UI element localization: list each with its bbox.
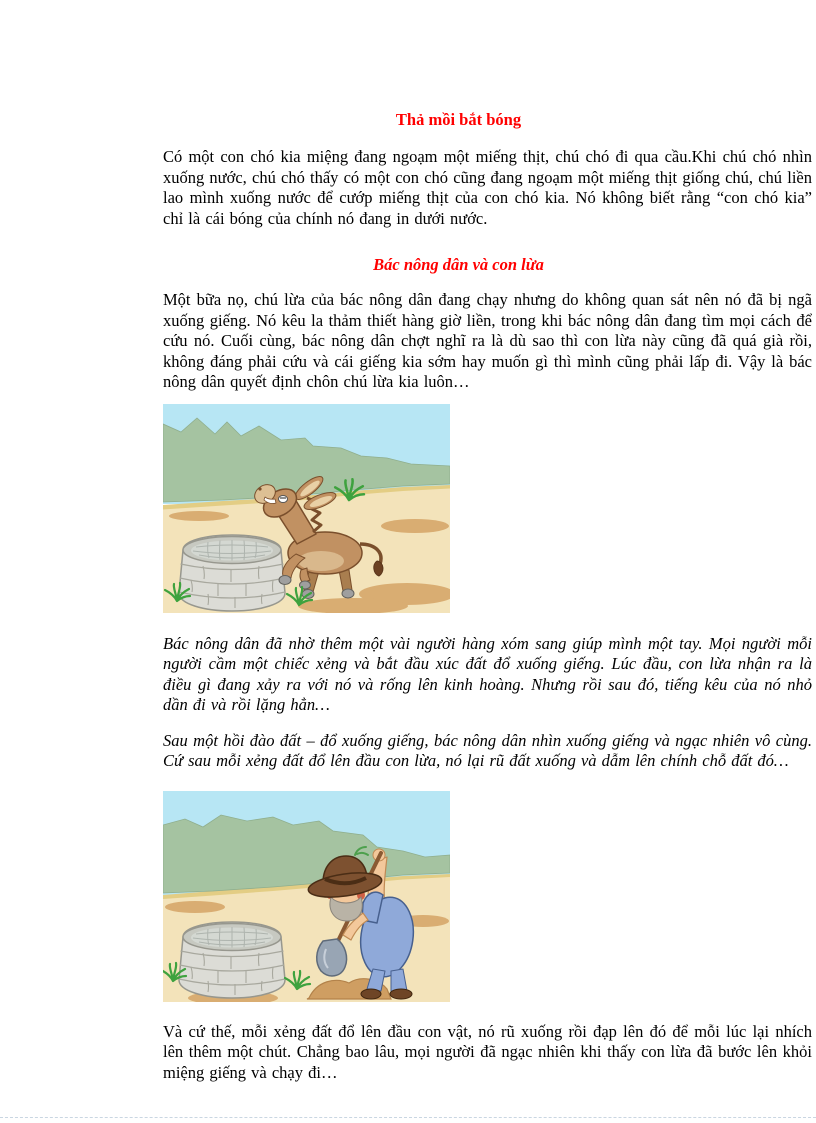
- stone-well: [179, 535, 285, 611]
- stone-well: [179, 922, 285, 998]
- story2-paragraph-intro: Một bữa nọ, chú lừa của bác nông dân đang chạy nhưng do không quan sát nên nó đã bị ngã xuống giếng. Nó kêu la thảm thiết hàng giờ liền, trong khi bác nông dân đang tìm mọi cách để cứu nó. Cuối cùng, bác nông dân chợt nghĩ ra là dù sao thì con lừa này cũng đã quá già rồi, không đáng phải cứu và cái giếng kia sớm hay muốn gì thì mình cũng phải lấp đi. Vậy là bác nông dân quyết định chôn chú lừa kia luôn…: [163, 290, 812, 391]
- story2-paragraph-surprise: Sau một hồi đào đất – đổ xuống giếng, bác nông dân nhìn xuống giếng và ngạc nhiên vô cùng. Cứ sau mỗi xẻng đất đổ lên đầu con lừa, nó lại rũ đất xuống và dẫm lên chính chỗ đất đó…: [163, 730, 812, 770]
- story1-title: Thả mồi bắt bóng: [395, 110, 522, 129]
- story1-paragraph: Có một con chó kia miệng đang ngoạm một miếng thịt, chú chó đi qua cầu.Khi chú chó nhìn xuống nước, chú chó thấy có một con chó cũng đang ngoạm một miếng thịt giống chú, chú liền lao mình xuống nước để cướp miếng thịt của con chó kia. Nó không biết rằng “con chó kia” chỉ là cái bóng của chính nó đang in dưới nước.: [163, 147, 812, 228]
- document-content: [163, 0, 812, 1083]
- illustration-farmer-digging: [163, 791, 450, 1002]
- illustration-donkey-well: [163, 404, 450, 613]
- story2-paragraph-ending: Và cứ thế, mỗi xẻng đất đổ lên đầu con vật, nó rũ xuống rồi đạp lên đó để mỗi lúc lại nhích lên thêm một chút. Chẳng bao lâu, mọi người đã ngạc nhiên khi thấy con lừa đã bước lên khỏi miệng giếng và chạy đi…: [163, 1021, 812, 1082]
- farmer-boot: [390, 989, 412, 999]
- page-break-dashed-line: [0, 1117, 816, 1118]
- story2-paragraph-neighbors: Bác nông dân đã nhờ thêm một vài người hàng xóm sang giúp mình một tay. Mọi người mỗi người cầm một chiếc xẻng và bắt đầu xúc đất đổ xuống giếng. Lúc đầu, con lừa nhận ra là điều gì đang xảy ra với nó và rống lên kinh hoàng. Nhưng rồi sau đó, tiếng kêu của nó nhỏ dần đi và rồi lặng hẳn…: [163, 633, 812, 714]
- story2-title: Bác nông dân và con lừa: [373, 255, 544, 274]
- donkey-eye: [279, 495, 288, 502]
- shovel-blade: [317, 939, 347, 976]
- farmer-boot: [361, 989, 381, 999]
